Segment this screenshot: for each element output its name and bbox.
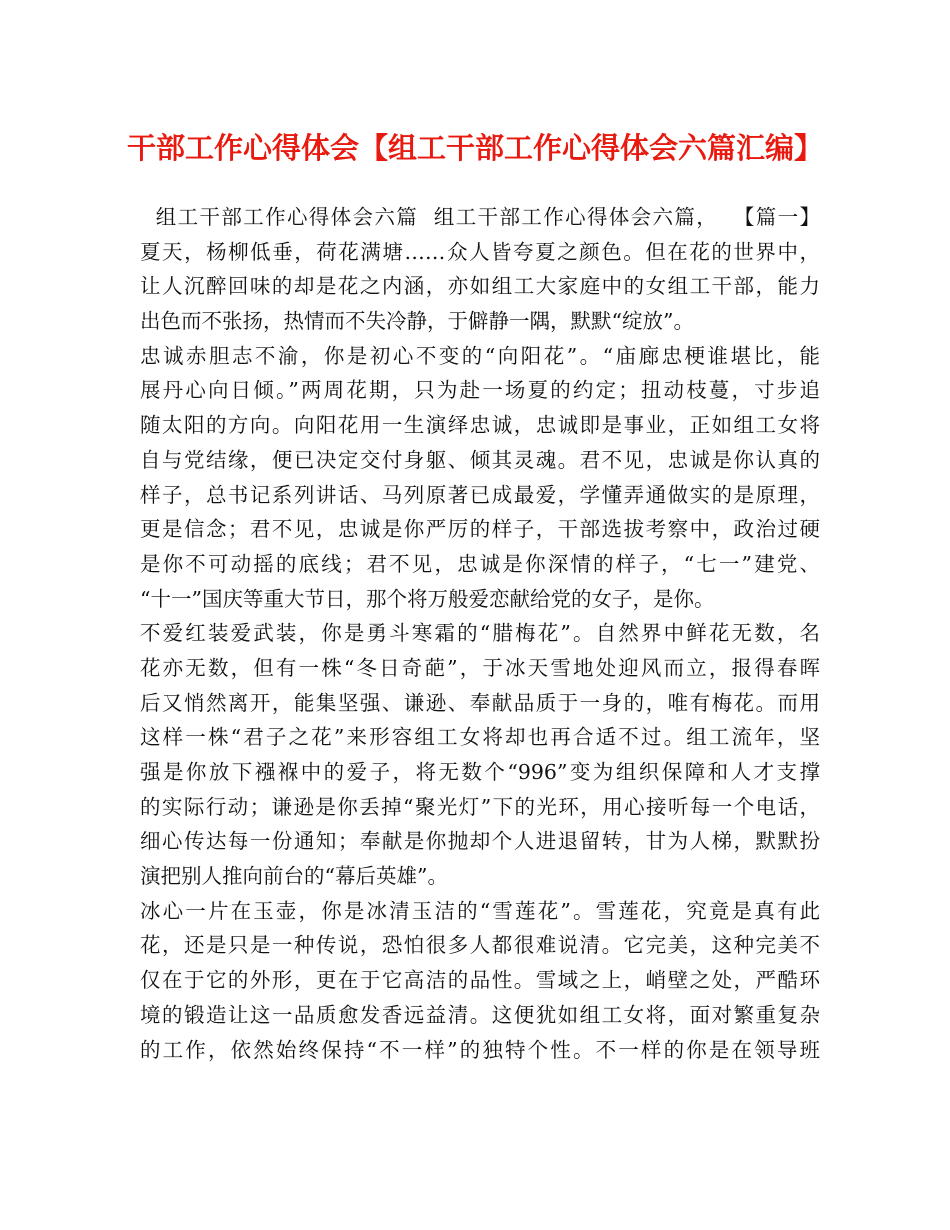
body-line: 这样一株“君子之花”来形容组工女将却也再合适不过。组工流年，坚 [140,725,820,750]
body-line: 让人沉醉回味的却是花之内涵，亦如组工大家庭中的女组工干部，能力 [140,274,820,299]
body-line: 冰心一片在玉壶，你是冰清玉洁的“雪莲花”。雪莲花，究竟是真有此 [140,898,820,923]
body-line: “十一”国庆等重大节日，那个将万般爱恋献给党的女子，是你。 [140,586,715,611]
body-line: 不爱红装爱武装，你是勇斗寒霜的“腊梅花”。自然界中鲜花无数，名 [140,621,820,646]
body-line: 忠诚赤胆志不渝，你是初心不变的“向阳花”。“庙廊忠梗谁堪比，能 [140,343,820,368]
body-line: 仅在于它的外形，更在于它高洁的品性。雪域之上，峭壁之处，严酷环 [140,968,820,993]
body-line: 的工作，依然始终保持“不一样”的独特个性。不一样的你是在领导班 [140,1037,820,1062]
body-line: 细心传达每一份通知；奉献是你抛却个人进退留转，甘为人梯，默默扮 [140,829,820,854]
body-line: 展丹心向日倾。”两周花期，只为赴一场夏的约定；扭动枝蔓，寸步追 [140,378,820,403]
body-line: 强是你放下襁褓中的爱子，将无数个“996”变为组织保障和人才支撑 [140,760,820,784]
body-line: 样子，总书记系列讲话、马列原著已成最爱，学懂弄通做实的是原理， [140,482,820,507]
body-line: 境的锻造让这一品质愈发香远益清。这便犹如组工女将，面对繁重复杂 [140,1002,820,1027]
body-line: 演把别人推向前台的“幕后英雄”。 [140,864,448,889]
body-line: 随太阳的方向。向阳花用一生演绎忠诚，忠诚即是事业，正如组工女将 [140,413,820,438]
body-line: 后又悄然离开，能集坚强、谦逊、奉献品质于一身的，唯有梅花。而用 [140,690,820,715]
document-title: 干部工作心得体会【组工干部工作心得体会六篇汇编】 [126,131,823,165]
body-line: 花，还是只是一种传说，恐怕很多人都很难说清。它完美，这种完美不 [140,933,820,958]
body-line: 出色而不张扬，热情而不失冷静，于僻静一隅，默默“绽放”。 [140,309,694,334]
body-line: 花亦无数，但有一株“冬日奇葩”，于冰天雪地处迎风而立，报得春晖 [140,655,820,680]
document-body [140,200,820,1067]
body-line: 是你不可动摇的底线；君不见，忠诚是你深情的样子，“七一”建党、 [140,551,820,576]
body-line: 自与党结缘，便已决定交付身躯、倾其灵魂。君不见，忠诚是你认真的 [140,447,820,472]
body-line: 更是信念；君不见，忠诚是你严厉的样子，干部选拔考察中，政治过硬 [140,517,820,542]
body-line: 夏天，杨柳低垂，荷花满塘……众人皆夸夏之颜色。但在花的世界中， [140,239,820,264]
body-line: 的实际行动；谦逊是你丢掉“聚光灯”下的光环，用心接听每一个电话， [140,794,820,819]
body-line: 组工干部工作心得体会六篇 组工干部工作心得体会六篇， 【篇一】 [140,205,820,229]
